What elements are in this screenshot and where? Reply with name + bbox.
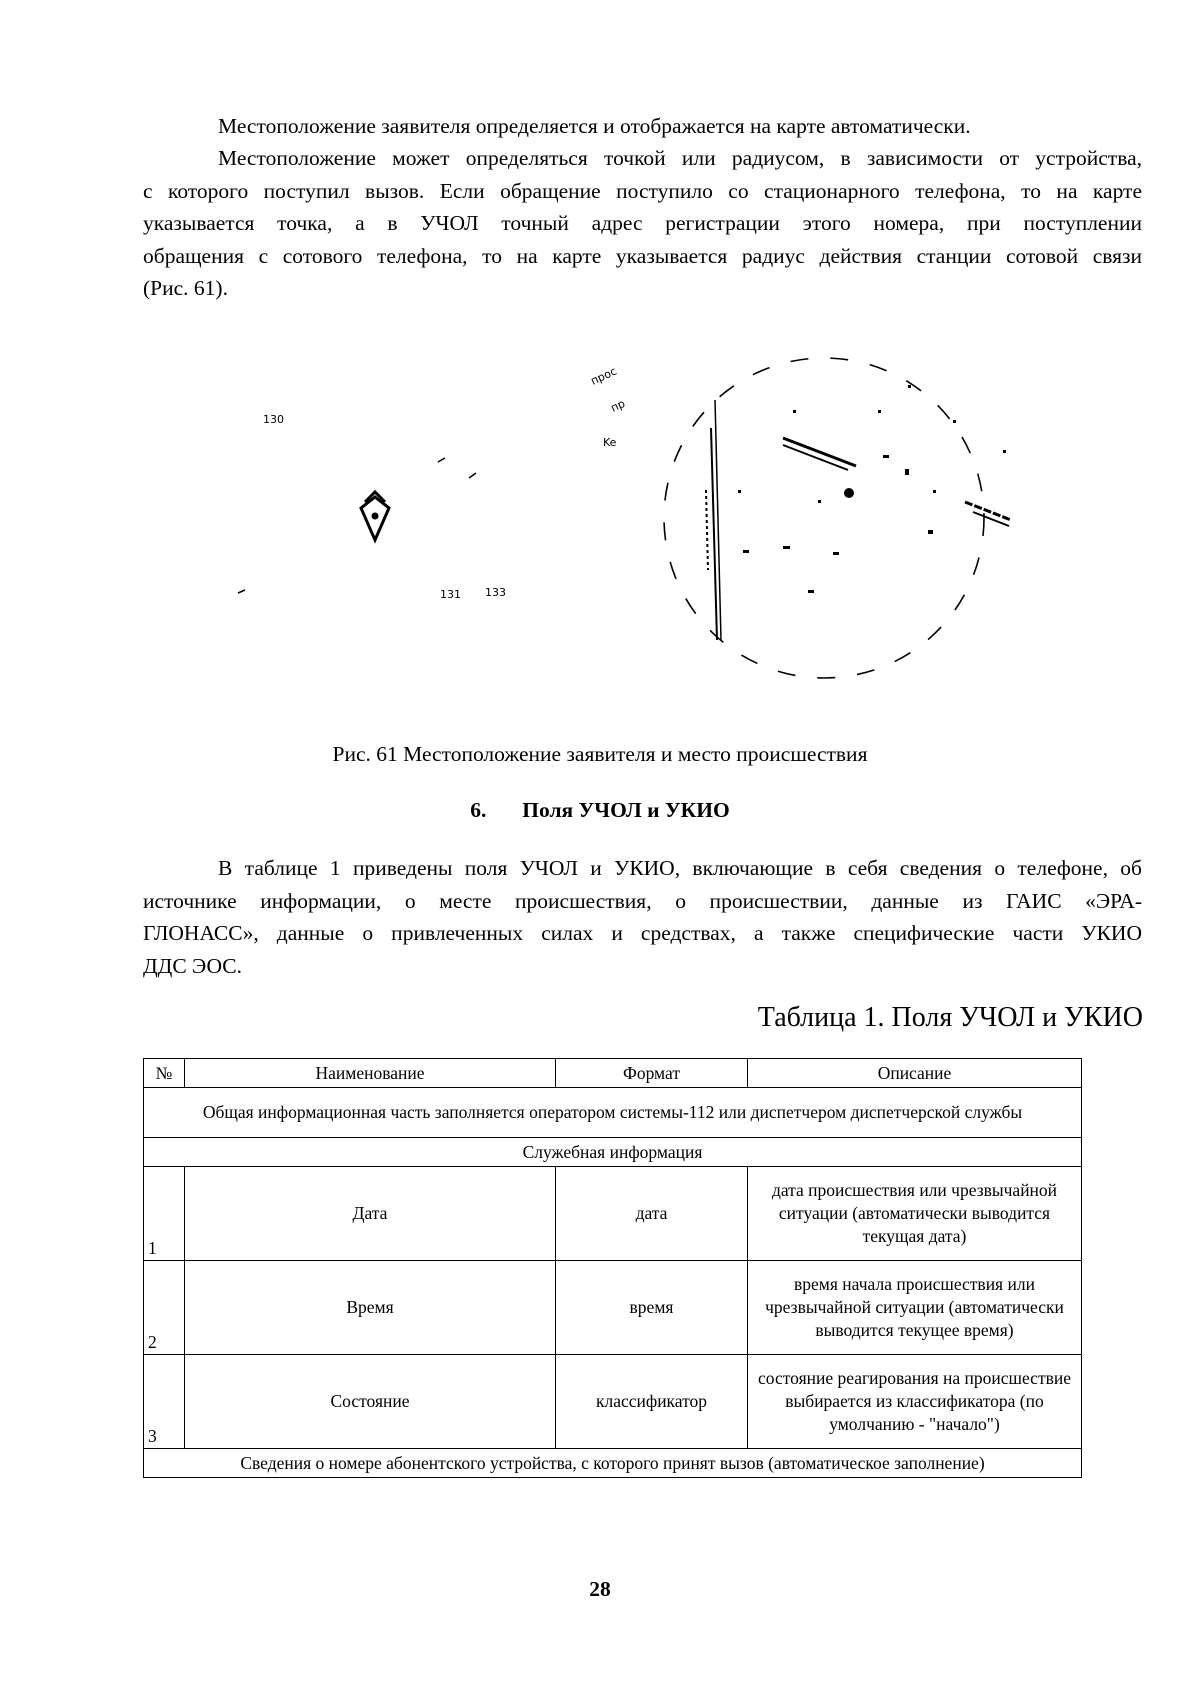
table-header-row <box>144 1059 1082 1088</box>
service-section-cell: Служебная информация <box>144 1138 1082 1167</box>
fields-table <box>143 1058 1082 1478</box>
text-line: В таблице 1 приведены поля УЧОЛ и УКИО, включающие в себя сведения о телефоне, об <box>218 856 1142 880</box>
header-cell-format: Формат <box>556 1059 748 1088</box>
table-section-row <box>144 1138 1082 1167</box>
text-line: источнике информации, о месте происшествия, о происшествии, данные из ГАИС «ЭРА- <box>143 888 1142 913</box>
section-heading <box>0 798 1200 823</box>
page-number: 28 <box>589 1577 611 1601</box>
text-line: (Рис. 61). <box>143 276 228 300</box>
text-line: указывается точка, а в УЧОЛ точный адрес регистрации этого номера, при поступлении <box>143 211 1142 235</box>
map-label: 131 <box>440 588 461 601</box>
cell-radius-area <box>664 358 1011 678</box>
header-cell-number: № <box>144 1059 185 1088</box>
subscriber-section-cell: Сведения о номере абонентского устройства, с которого принят вызов (автоматическое заполнение) <box>144 1449 1082 1478</box>
figure-caption: Рис. 61 Местоположение заявителя и место происшествия <box>332 742 868 766</box>
text-line: Местоположение может определяться точкой или радиусом, в зависимости от устройства, <box>218 146 1142 170</box>
row-name: Дата <box>185 1167 556 1261</box>
row-format: время <box>556 1261 748 1355</box>
header-cell-description: Описание <box>748 1059 1082 1088</box>
row-format: дата <box>556 1167 748 1261</box>
row-format: классификатор <box>556 1355 748 1449</box>
location-pin-icon <box>361 492 389 540</box>
row-name: Состояние <box>185 1355 556 1449</box>
figure-map <box>143 340 1142 720</box>
paragraph-location-auto <box>143 110 1142 143</box>
map-label: 133 <box>485 586 506 599</box>
map-label: Ke <box>603 436 617 449</box>
map-label: прос <box>588 364 619 388</box>
table-section-row <box>144 1088 1082 1138</box>
text-line: с которого поступил вызов. Если обращение поступило со стационарного телефона, то на карте <box>143 178 1142 203</box>
text-line: обращения с сотового телефона, то на карте указывается радиус действия станции сотовой связи <box>143 243 1142 268</box>
table-caption: Таблица 1. Поля УЧОЛ и УКИО <box>757 1002 1143 1033</box>
table-row <box>144 1261 1082 1355</box>
map-label: пр <box>608 396 628 415</box>
paragraph-text: Местоположение заявителя определяется и отображается на карте автоматически. <box>218 114 971 138</box>
row-number: 2 <box>144 1261 185 1355</box>
row-description: состояние реагирования на происшествие выбирается из классификатора (по умолчанию - "начало") <box>748 1355 1082 1449</box>
section-title: Поля УЧОЛ и УКИО <box>522 798 730 822</box>
map-image <box>143 340 1142 720</box>
table-row <box>144 1355 1082 1449</box>
row-name: Время <box>185 1261 556 1355</box>
table-section-row <box>144 1449 1082 1478</box>
general-section-cell: Общая информационная часть заполняется оператором системы-112 или диспетчером диспетчерской службы <box>144 1088 1082 1138</box>
text-line: ГЛОНАСС», данные о привлеченных силах и средствах, а также специфические части УКИО <box>143 921 1142 945</box>
row-description: дата происшествия или чрезвычайной ситуации (автоматически выводится текущая дата) <box>748 1167 1082 1261</box>
row-number: 1 <box>144 1167 185 1261</box>
map-label: 130 <box>263 413 284 426</box>
paragraph-location-methods <box>143 142 1142 305</box>
row-description: время начала происшествия или чрезвычайной ситуации (автоматически выводится текущее время) <box>748 1261 1082 1355</box>
row-number: 3 <box>144 1355 185 1449</box>
section-number: 6. <box>470 798 487 822</box>
text-line: ДДС ЭОС. <box>143 953 243 978</box>
paragraph-table-intro <box>143 852 1142 982</box>
table-row <box>144 1167 1082 1261</box>
header-cell-name: Наименование <box>185 1059 556 1088</box>
